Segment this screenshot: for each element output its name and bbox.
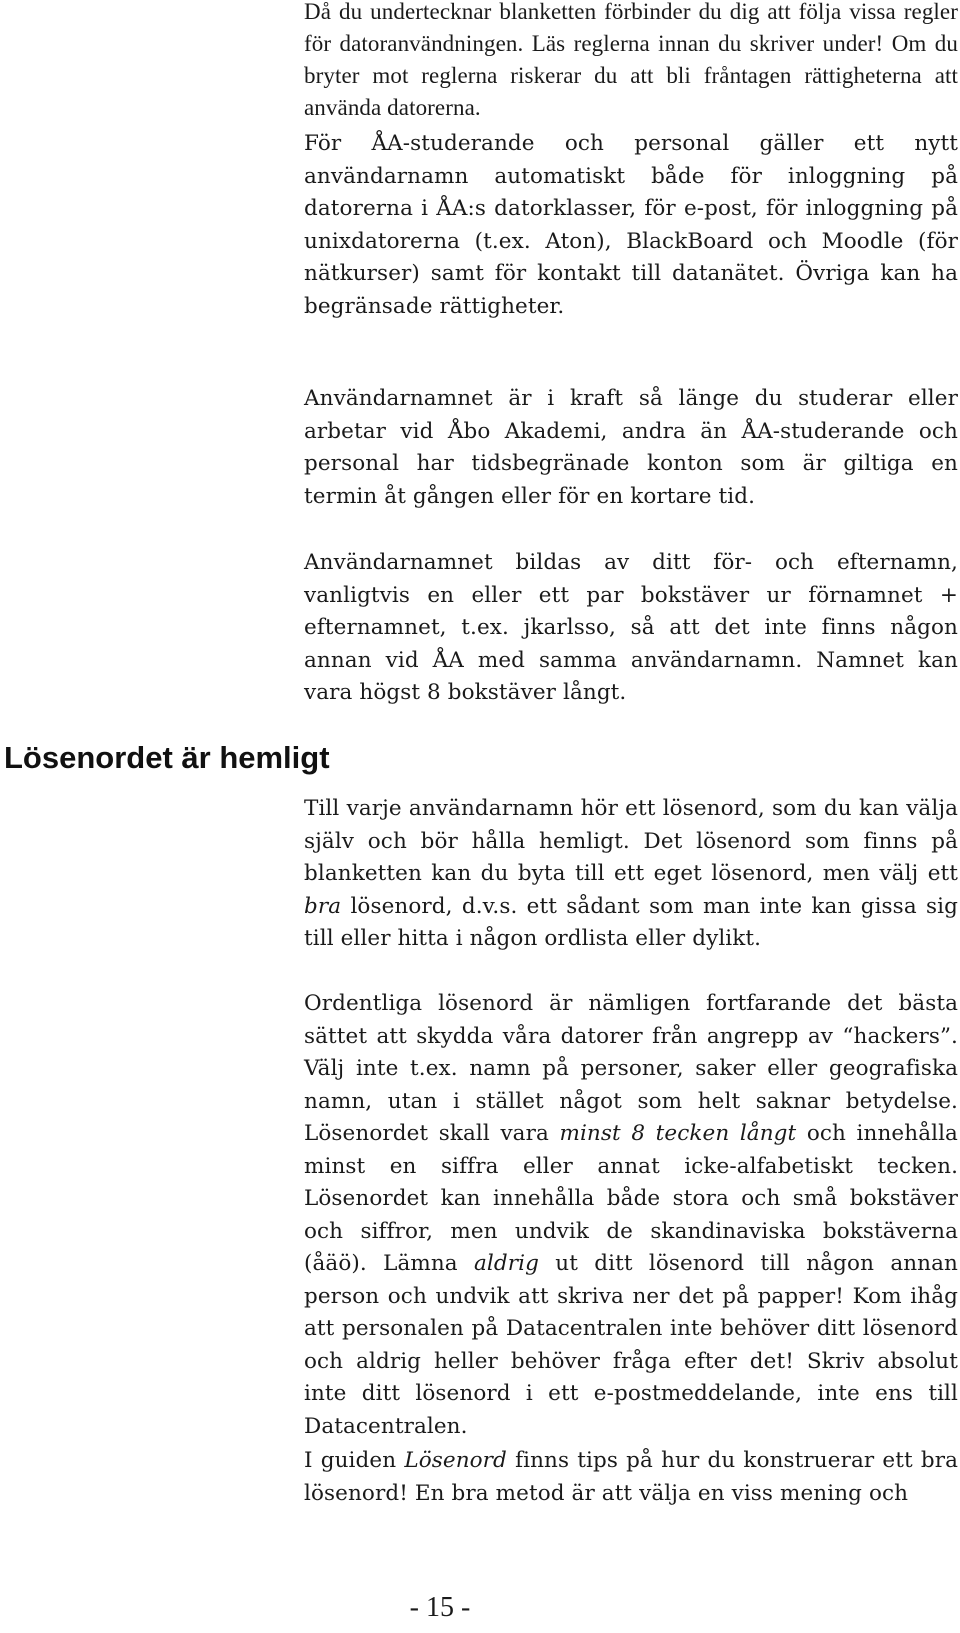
paragraph-username-format	[304, 547, 958, 710]
paragraph-username-validity	[304, 383, 958, 513]
paragraph-password-rules	[304, 988, 958, 1443]
paragraph-text	[304, 1445, 958, 1510]
paragraph-text	[304, 988, 958, 1443]
emphasis-guide-title: Lösenord	[404, 1448, 507, 1473]
section-heading-password-secret: Lösenordet är hemligt	[4, 740, 330, 775]
paragraph-text	[304, 793, 958, 956]
text-run: Till varje användarnamn hör ett lösenord, som du kan välja själv och bör hålla hemligt. Det lösenord som finns på blanketten kan du byta till ett eget lösenord, men välj ett	[304, 796, 958, 886]
paragraph-password-guide	[304, 1445, 958, 1510]
intro-paragraph	[304, 0, 958, 124]
text-run: ut ditt lösenord till någon annan person och undvik att skriva ner det på papper! Kom ihåg att personalen på Datacentralen inte behöver ditt lösenord och aldrig heller behöver fråga efter det! Skriv absolut inte ditt lösenord i ett e-postmeddelande, inte ens till Datacentralen.	[304, 1251, 958, 1439]
emphasis-min-length: minst 8 tecken långt	[559, 1121, 797, 1146]
paragraph-text: Användarnamnet bildas av ditt för- och efternamn, vanligtvis en eller ett par bokstäver ur förnamnet + efternamnet, t.ex. jkarlsso, så att det inte finns någon annan vid ÅA med samma användarnamn. Namnet kan vara högst 8 bokstäver långt.	[304, 550, 958, 705]
text-run: I guiden	[304, 1448, 405, 1473]
emphasis-bra: bra	[304, 893, 342, 919]
text-run: finns tips på hur du konstruerar ett bra lösenord! En bra metod är att välja en viss mening och	[304, 1448, 958, 1506]
paragraph-password-secret	[304, 793, 958, 956]
emphasis-aldrig: aldrig	[474, 1251, 539, 1276]
paragraph-username-scope	[304, 128, 958, 323]
text-run: och innehålla minst en siffra eller annat icke-alfabetiskt tecken. Lösenordet kan innehålla både stora och små bokstäver och siffror, men undvik de skandinaviska bokstäverna (åäö). Lämna	[304, 1121, 958, 1276]
text-run: Ordentliga lösenord är nämligen fortfarande det bästa sättet att skydda våra datorer från angrepp av “hackers”. Välj inte t.ex. namn på personer, saker eller geografiska namn, utan i stället något som helt saknar betydelse. Lösenordet skall vara	[304, 991, 958, 1146]
text-run: lösenord, d.v.s. ett sådant som man inte kan gissa sig till eller hitta i någon ordlista eller dylikt.	[304, 893, 958, 951]
paragraph-text: Användarnamnet är i kraft så länge du studerar eller arbetar vid Åbo Akademi, andra än ÅA-studerande och personal har tidsbegränade konton som är giltiga en termin åt gången eller för en kortare tid.	[304, 386, 958, 509]
intro-text: Då du undertecknar blanketten förbinder du dig att följa vissa regler för datoranvändningen. Läs reglerna innan du skriver under! Om du bryter mot reglerna riskerar du att bli fråntagen rättigheterna att använda datorerna.	[304, 0, 958, 120]
paragraph-text: För ÅA-studerande och personal gäller ett nytt användarnamn automatiskt både för inloggning på datorerna i ÅA:s datorklasser, för e-post, för inloggning på unixdatorerna (t.ex. Aton), BlackBoard och Moodle (för nätkurser) samt för kontakt till datanätet. Övriga kan ha begränsade rättigheter.	[304, 131, 958, 319]
page-number: - 15 -	[409, 1592, 471, 1623]
